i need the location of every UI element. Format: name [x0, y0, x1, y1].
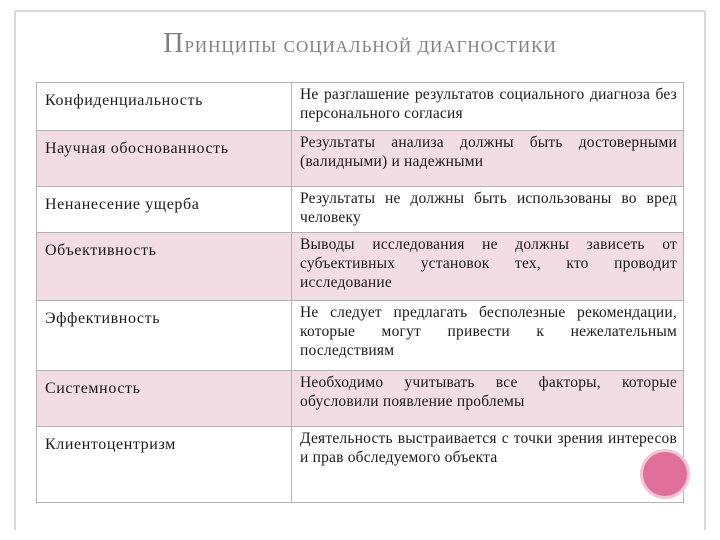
principle-term: Системность [37, 371, 292, 427]
principles-table [36, 82, 684, 503]
page-title [40, 28, 680, 68]
principle-description: Деятельность выстраивается с точки зрения интересов и прав обследуемого объекта [292, 427, 684, 503]
title-subject: СОЦИАЛЬНОЙ ДИАГНОСТИКИ [283, 37, 557, 56]
table-row [37, 233, 684, 301]
title-rest: РИНЦИПЫ [184, 37, 278, 56]
title-first-letter: П [163, 28, 185, 59]
principle-description: Выводы исследования не должны зависеть от субъективных установок тех, кто проводит исследование [292, 233, 684, 301]
principle-description: Необходимо учитывать все факторы, которые обусловили появление проблемы [292, 371, 684, 427]
table-row [37, 187, 684, 233]
frame-right-line [704, 10, 706, 530]
principle-term: Научная обоснованность [37, 131, 292, 187]
principle-description: Результаты анализа должны быть достоверными (валидными) и надежными [292, 131, 684, 187]
table-row [37, 371, 684, 427]
table-row [37, 131, 684, 187]
table-row [37, 301, 684, 371]
decorative-circle [643, 452, 687, 496]
principle-term: Объективность [37, 233, 292, 301]
table-row [37, 427, 684, 503]
frame-top-line [14, 10, 706, 12]
principle-term: Конфиденциальность [37, 83, 292, 131]
principle-term: Эффективность [37, 301, 292, 371]
principle-description: Не разглашение результатов социального диагноза без персонального согласия [292, 83, 684, 131]
table-row [37, 83, 684, 131]
frame-left-line [14, 10, 16, 530]
principle-description: Результаты не должны быть использованы во вред человеку [292, 187, 684, 233]
principle-term: Клиентоцентризм [37, 427, 292, 503]
principle-term: Ненанесение ущерба [37, 187, 292, 233]
principle-description: Не следует предлагать бесполезные рекомендации, которые могут привести к нежелательным последствиям [292, 301, 684, 371]
